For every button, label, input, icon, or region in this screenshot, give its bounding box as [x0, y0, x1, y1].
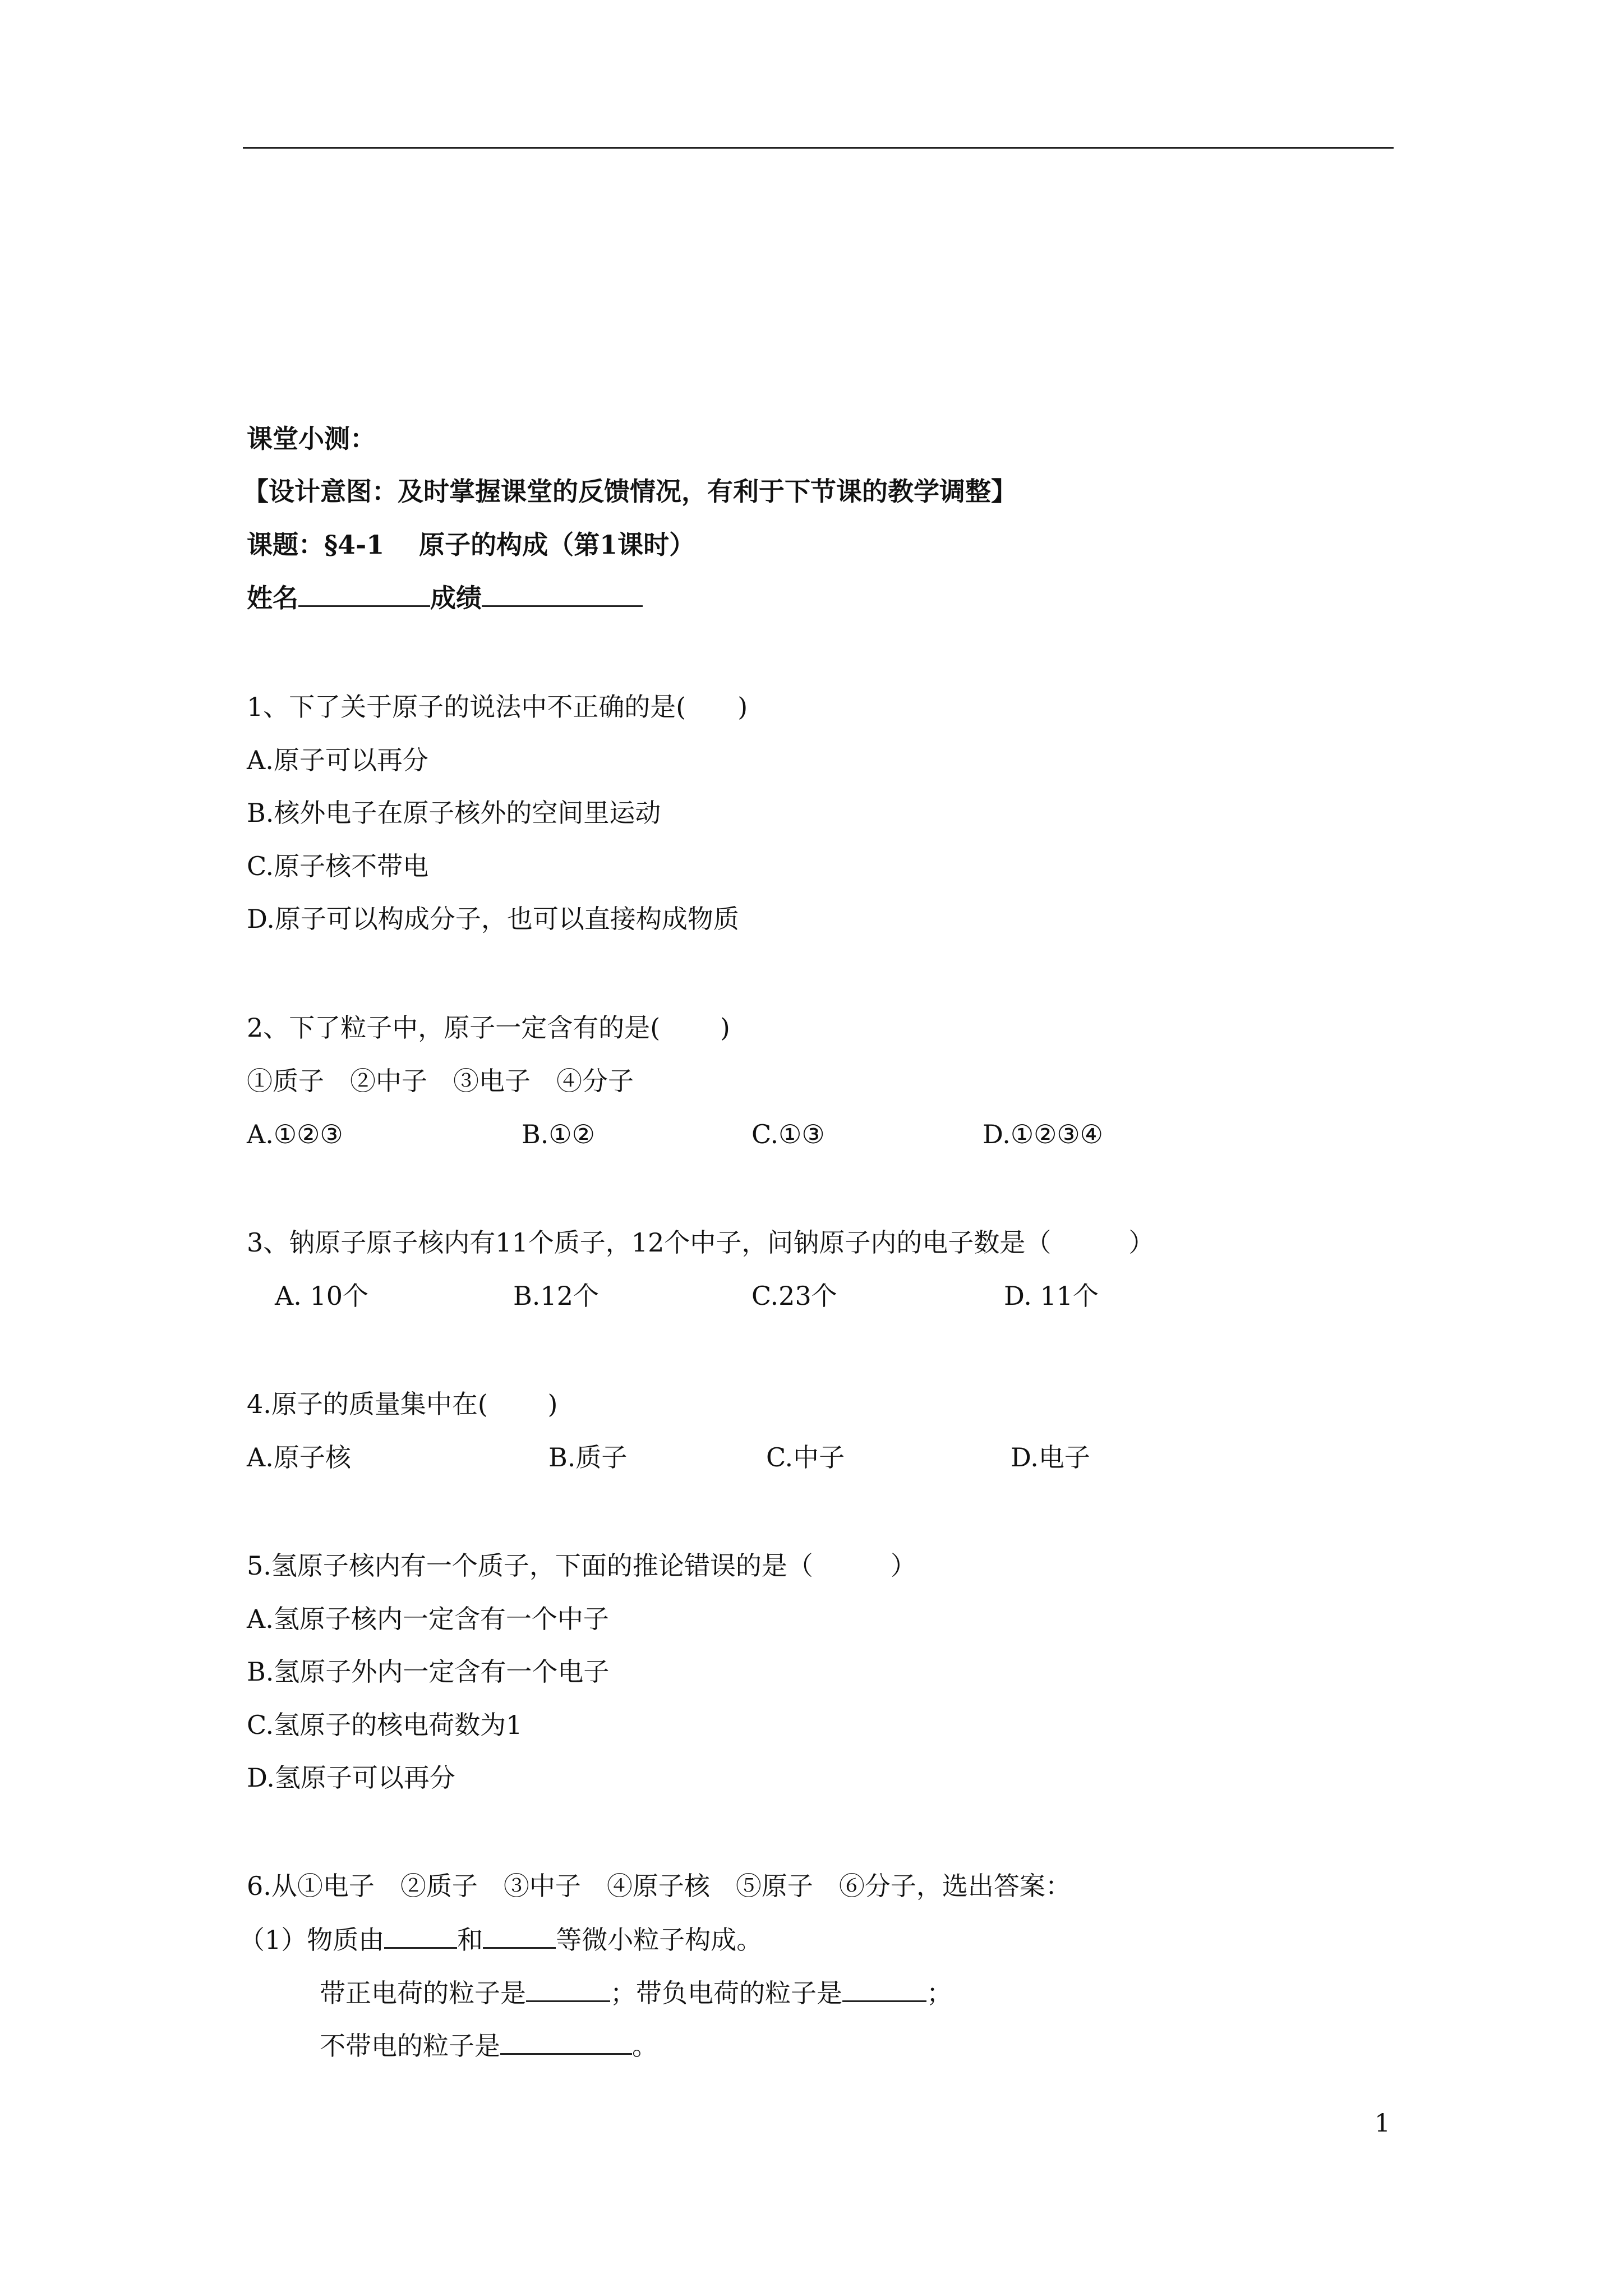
question-3-option-b: B.12个	[513, 1281, 599, 1311]
question-2-items: ①质子 ②中子 ③电子 ④分子	[247, 1066, 634, 1096]
question-5-option-d: D.氢原子可以再分	[247, 1763, 455, 1793]
name-label: 姓名	[247, 583, 298, 613]
header-rule	[243, 147, 1394, 149]
matter-blank-1[interactable]	[384, 1922, 457, 1949]
page-number: 1	[1375, 2109, 1390, 2138]
positive-label: 带正电荷的粒子是	[320, 1978, 526, 2008]
question-3-option-c: C.23个	[751, 1281, 837, 1311]
question-4-option-c: C.中子	[766, 1442, 845, 1473]
negative-label: ；带负电荷的粒子是	[610, 1978, 842, 2008]
question-6-part-1	[239, 1922, 762, 1957]
question-5-option-c: C.氢原子的核电荷数为1	[247, 1710, 523, 1740]
question-3-stem: 3、钠原子原子核内有11个质子，12个中子，问钠原子内的电子数是（ ）	[247, 1227, 1155, 1258]
design-intent: 【设计意图：及时掌握课堂的反馈情况，有利于下节课的教学调整】	[243, 476, 1017, 507]
name-score-line	[247, 581, 643, 615]
question-6-part-1-prefix: （1）物质由	[239, 1925, 385, 1955]
question-1-option-d: D.原子可以构成分子，也可以直接构成物质	[247, 904, 739, 934]
question-6-charge-line	[320, 1976, 952, 2010]
question-2-option-c: C.①③	[751, 1119, 825, 1149]
positive-blank[interactable]	[526, 1976, 610, 2002]
question-2-option-b: B.①②	[522, 1119, 595, 1149]
question-6-stem: 6.从①电子 ②质子 ③中子 ④原子核 ⑤原子 ⑥分子，选出答案：	[247, 1871, 1071, 1901]
question-4-option-d: D.电子	[1011, 1442, 1090, 1473]
question-6-neutral-line	[320, 2028, 658, 2063]
question-2-stem: 2、下了粒子中，原子一定含有的是( )	[247, 1013, 730, 1043]
question-4-option-b: B.质子	[548, 1442, 628, 1473]
negative-end: ；	[926, 1978, 952, 2008]
score-blank[interactable]	[482, 581, 643, 607]
matter-blank-2[interactable]	[483, 1922, 556, 1949]
question-5-option-a: A.氢原子核内一定含有一个中子	[247, 1604, 609, 1634]
question-1-stem: 1、下了关于原子的说法中不正确的是( )	[247, 692, 748, 722]
question-4-option-a: A.原子核	[247, 1442, 351, 1473]
score-label: 成绩	[430, 583, 482, 613]
question-6-part-1-suffix: 等微小粒子构成。	[556, 1925, 763, 1955]
question-3-option-a: A. 10个	[275, 1281, 368, 1311]
question-4-stem: 4.原子的质量集中在( )	[247, 1389, 558, 1419]
neutral-label: 不带电的粒子是	[320, 2031, 500, 2061]
negative-blank[interactable]	[842, 1976, 926, 2002]
question-2-option-a: A.①②③	[247, 1119, 343, 1149]
question-3-option-d: D. 11个	[1004, 1281, 1099, 1311]
question-1-option-c: C.原子核不带电	[247, 851, 429, 881]
question-2-option-d: D.①②③④	[983, 1119, 1103, 1149]
name-blank[interactable]	[298, 581, 430, 607]
question-1-option-a: A.原子可以再分	[247, 745, 428, 775]
question-5-stem: 5.氢原子核内有一个质子，下面的推论错误的是（ ）	[247, 1550, 916, 1581]
question-5-option-b: B.氢原子外内一定含有一个电子	[247, 1657, 610, 1687]
question-1-option-b: B.核外电子在原子核外的空间里运动	[247, 798, 661, 828]
topic-title: 课题：§4-1 原子的构成（第1课时）	[247, 530, 695, 560]
neutral-end: 。	[632, 2031, 658, 2061]
question-6-part-1-and: 和	[457, 1925, 483, 1955]
quiz-title: 课堂小测：	[247, 424, 376, 454]
neutral-blank[interactable]	[500, 2028, 632, 2055]
